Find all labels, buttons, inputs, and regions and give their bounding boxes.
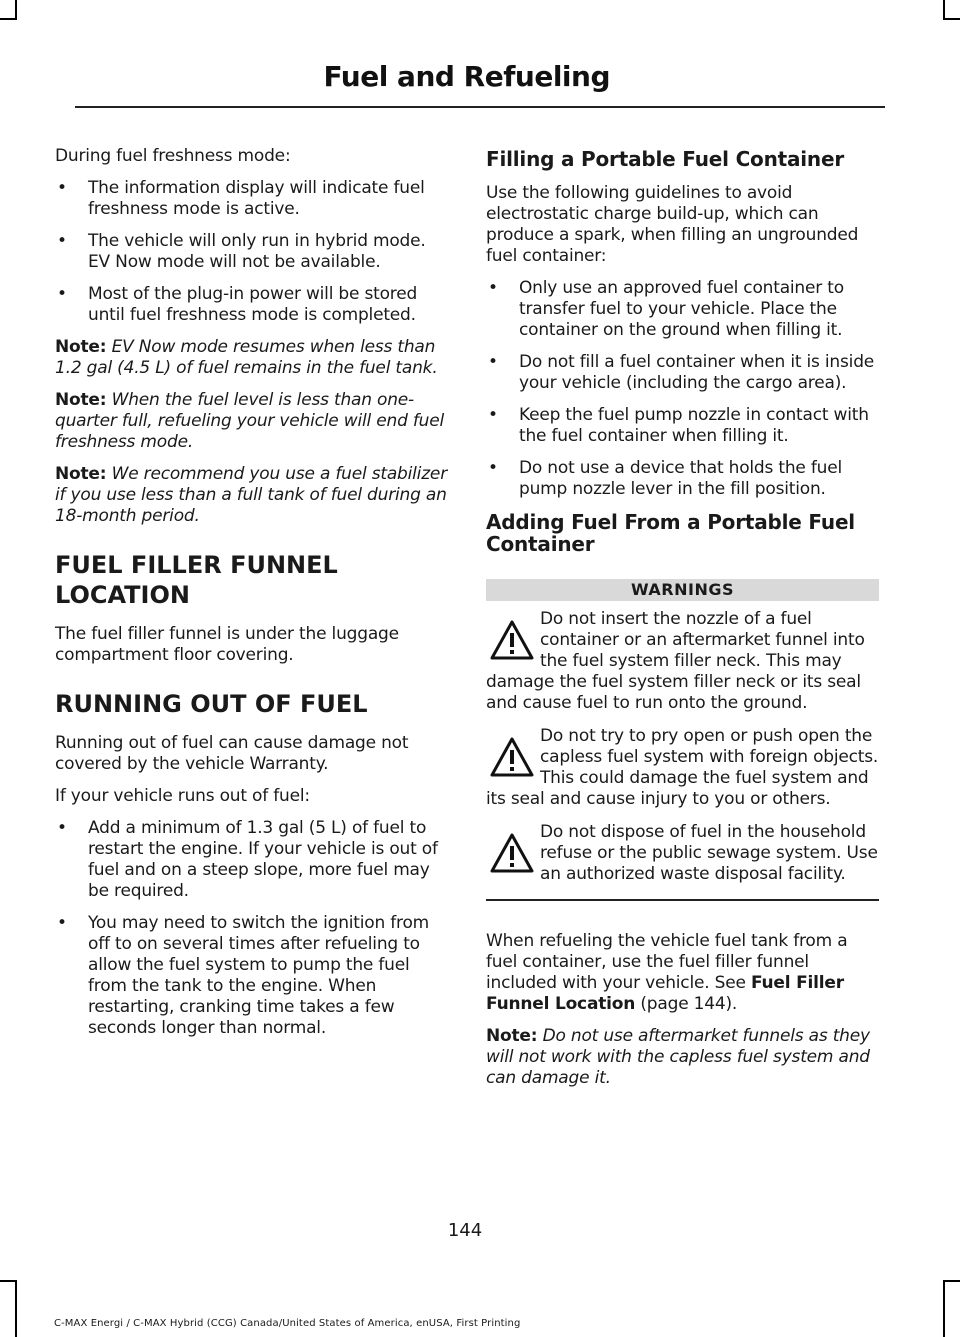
warning-text: Do not try to pry open or push open the capless fuel system with foreign objects. This could damage the fuel system and its seal and cause injury to you or others. (486, 726, 879, 809)
crop-mark-top-right-v (943, 0, 945, 20)
warning-text: Do not dispose of fuel in the household refuse or the public sewage system. Use an authorized waste disposal facility. (540, 822, 878, 884)
warning-triangle-icon (486, 611, 538, 669)
header-rule (75, 106, 885, 108)
note (55, 390, 447, 453)
warning-text: Do not insert the nozzle of a fuel container or an aftermarket funnel into the fuel system filler neck. This may damage the fuel system filler neck or its seal and cause fuel to run onto the ground. (486, 609, 865, 713)
warning-block (486, 822, 879, 885)
list-item: • Only use an approved fuel container to transfer fuel to your vehicle. Place the container on the ground when filling it. (486, 278, 879, 341)
list-item: • Do not use a device that holds the fuel pump nozzle lever in the fill position. (486, 458, 879, 500)
note-text: When the fuel level is less than one-quarter full, refueling your vehicle will end fuel freshness mode. (55, 390, 445, 452)
refuel-text-before: When refueling the vehicle fuel tank from a fuel container, use the fuel filler funnel included with your vehicle. See (486, 931, 848, 993)
note-text: Do not use aftermarket funnels as they will not work with the capless fuel system and can damage it. (486, 1026, 870, 1088)
note-label: Note: (55, 337, 107, 357)
note-label: Note: (486, 1026, 538, 1046)
freshness-intro: During fuel freshness mode: (55, 146, 291, 166)
refuel-text-after: (page 144). (635, 994, 738, 1014)
section-heading-running-out: RUNNING OUT OF FUEL (55, 690, 368, 718)
footer-text: C-MAX Energi / C-MAX Hybrid (CCG) Canada/United States of America, enUSA, First Printing (54, 1318, 521, 1329)
list-item: • The information display will indicate fuel freshness mode is active. (55, 178, 447, 220)
warning-block (486, 726, 879, 810)
subheading-filling: Filling a Portable Fuel Container (486, 147, 844, 171)
page-title: Fuel and Refueling (323, 60, 610, 93)
funnel-text: The fuel filler funnel is under the luggage compartment floor covering. (55, 624, 399, 665)
running-text: Running out of fuel can cause damage not covered by the vehicle Warranty. (55, 733, 409, 774)
cross-reference-link[interactable]: Fuel Filler Funnel Location (486, 973, 844, 1014)
warning-triangle-icon (486, 728, 538, 786)
running-intro: If your vehicle runs out of fuel: (55, 786, 310, 806)
note-text: EV Now mode resumes when less than 1.2 gal (4.5 L) of fuel remains in the fuel tank. (55, 337, 438, 378)
note (55, 337, 447, 379)
left-column (55, 146, 447, 1050)
list-item: • Do not fill a fuel container when it is inside your vehicle (including the cargo area). (486, 352, 879, 394)
crop-mark-bottom-right-v (943, 1280, 945, 1337)
list-item: • You may need to switch the ignition from off to on several times after refueling to allow the fuel system to pump the fuel from the tank to the engine. When restarting, cranking time takes a few seconds longer than normal. (55, 913, 447, 1039)
filling-list (486, 278, 879, 500)
subheading-adding: Adding Fuel From a Portable Fuel Container (486, 510, 855, 556)
note-text: We recommend you use a fuel stabilizer if you use less than a full tank of fuel during an 18-month period. (55, 464, 447, 526)
crop-mark-top-left-v (15, 0, 17, 20)
warning-block (486, 609, 879, 714)
list-item: • Most of the plug-in power will be stored until fuel freshness mode is completed. (55, 284, 447, 326)
section-heading-funnel: FUEL FILLER FUNNEL LOCATION (55, 551, 338, 609)
note (486, 1026, 879, 1089)
filling-text: Use the following guidelines to avoid electrostatic charge build-up, which can produce a spark, when filling an ungrounded fuel container: (486, 183, 859, 266)
running-list (55, 818, 447, 1039)
right-column (486, 146, 879, 1100)
list-item: • Add a minimum of 1.3 gal (5 L) of fuel to restart the engine. If your vehicle is out of fuel and on a steep slope, more fuel may be required. (55, 818, 447, 902)
list-item: • Keep the fuel pump nozzle in contact with the fuel container when filling it. (486, 405, 879, 447)
crop-mark-bottom-left-v (15, 1280, 17, 1337)
freshness-list (55, 178, 447, 326)
note-label: Note: (55, 464, 107, 484)
note (55, 464, 447, 527)
warnings-end-rule (486, 899, 879, 901)
warnings-header: WARNINGS (486, 579, 879, 601)
crop-mark-top-right-h (943, 18, 960, 20)
refuel-text (486, 931, 879, 1015)
crop-mark-top-left-h (0, 18, 17, 20)
warning-triangle-icon (486, 824, 538, 882)
list-item: • The vehicle will only run in hybrid mode. EV Now mode will not be available. (55, 231, 447, 273)
page-number: 144 (447, 1220, 483, 1241)
crop-mark-bottom-left-h (0, 1280, 17, 1282)
crop-mark-bottom-right-h (943, 1280, 960, 1282)
note-label: Note: (55, 390, 107, 410)
